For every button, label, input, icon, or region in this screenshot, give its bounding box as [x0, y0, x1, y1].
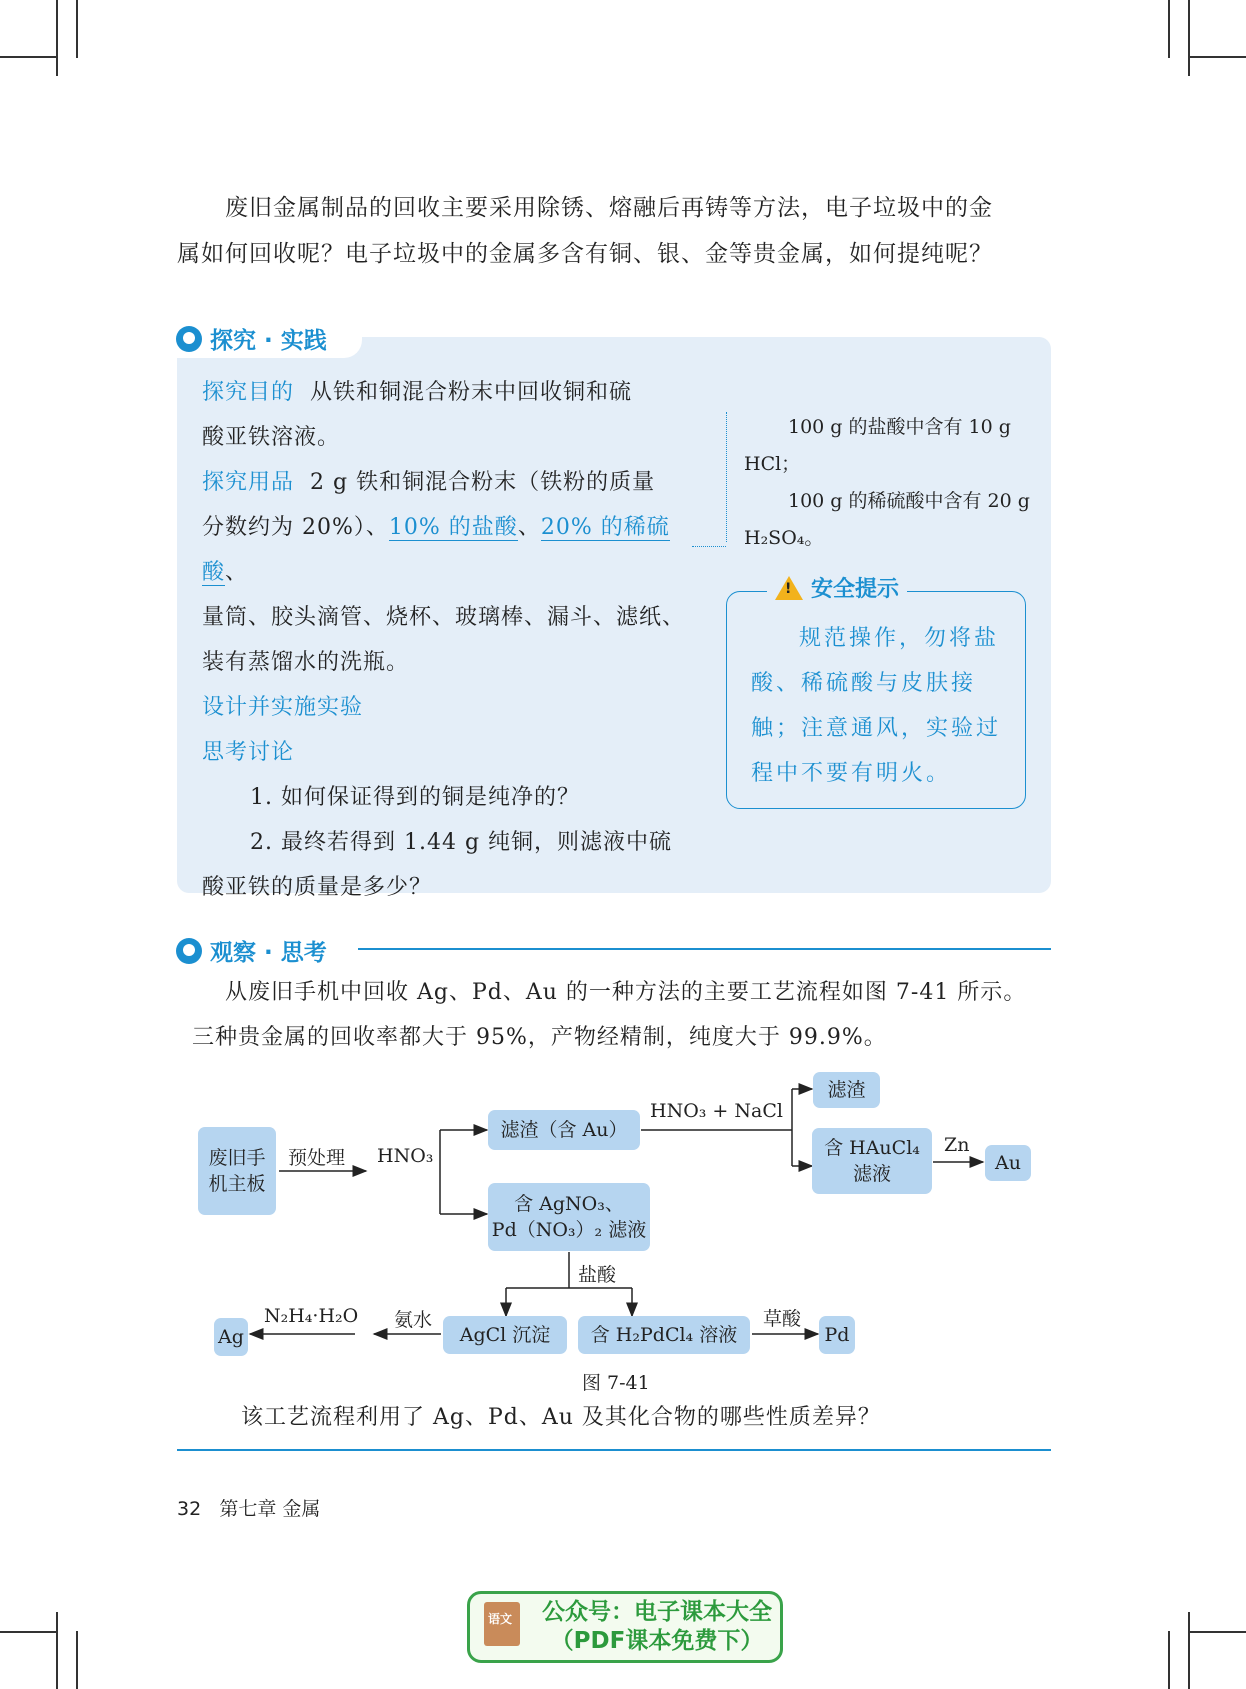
warning-icon: !: [775, 576, 803, 600]
box-filtrate-line2: Pd（NO₃）₂ 滤液: [491, 1219, 647, 1241]
discuss-label: 思考讨论: [202, 740, 295, 765]
label-hydrazine: N₂H₄·H₂O: [264, 1305, 359, 1327]
side-note-1a: 100 g 的盐酸中含有 10 g: [788, 416, 1011, 438]
label-oxalic: 草酸: [763, 1308, 802, 1330]
box-filtrate: [488, 1183, 650, 1251]
box-pd: [819, 1316, 855, 1354]
badge-text: [542, 1598, 772, 1656]
box-start: [198, 1127, 276, 1215]
book-icon: [484, 1602, 520, 1646]
explore-title: 探究 · 实践: [210, 328, 327, 354]
materials-text-2a: 分数约为 20%）、: [202, 515, 389, 540]
side-note-1b: HCl；: [744, 453, 801, 475]
box-residue-au-text: 滤渣（含 Au）: [500, 1119, 628, 1141]
page-footer: [177, 1494, 320, 1521]
label-pretreat: 预处理: [288, 1147, 346, 1169]
page-number: 32: [177, 1498, 202, 1520]
box-haucl4: [812, 1128, 932, 1194]
badge-line-2: （PDF课本免费下）: [550, 1628, 764, 1654]
watermark-badge: [467, 1591, 783, 1663]
box-au: [985, 1145, 1031, 1181]
label-hno3-nacl: HNO₃ + NaCl: [650, 1100, 783, 1122]
side-note-2b: H₂SO₄。: [744, 527, 824, 549]
box-haucl4-line2: 滤液: [852, 1163, 891, 1185]
box-agcl-text: AgCl 沉淀: [459, 1324, 551, 1346]
observe-question: 该工艺流程利用了 Ag、Pd、Au 及其化合物的哪些性质差异？: [241, 1405, 881, 1430]
box-agcl: [443, 1316, 567, 1354]
question-2a: 2. 最终若得到 1.44 g 纯铜，则滤液中硫: [250, 830, 673, 855]
intro-line-1: 废旧金属制品的回收主要采用除锈、熔融后再铸等方法，电子垃圾中的金: [225, 195, 993, 221]
box-start-text: 废旧手机主板: [208, 1147, 266, 1195]
label-hno3: HNO₃: [377, 1145, 434, 1167]
box-haucl4-line1: 含 HAuCl₄: [824, 1137, 920, 1159]
box-h2pdcl4: [578, 1316, 750, 1354]
materials-text-1: 2 g 铁和铜混合粉末（铁粉的质量: [310, 470, 656, 495]
figure-caption: 图 7-41: [582, 1372, 650, 1394]
safety-title: 安全提示: [811, 577, 900, 602]
h2so4-link[interactable]: 20% 的稀硫酸: [202, 515, 670, 585]
box-residue-au: [488, 1110, 640, 1150]
safety-text: 规范操作，勿将盐酸、稀硫酸与皮肤接触；注意通风，实验过程中不要有明火。: [751, 626, 1002, 786]
materials-text-4: 装有蒸馏水的洗瓶。: [202, 650, 410, 675]
hcl-link[interactable]: 10% 的盐酸: [388, 515, 518, 540]
design-label: 设计并实施实验: [202, 695, 364, 720]
observe-para-1: 从废旧手机中回收 Ag、Pd、Au 的一种方法的主要工艺流程如图 7-41 所示。: [225, 980, 1027, 1005]
observe-title: 观察 · 思考: [210, 940, 327, 966]
materials-label: 探究用品: [202, 470, 295, 495]
box-residue-text: 滤渣: [827, 1079, 866, 1101]
box-ag: [214, 1318, 248, 1356]
intro-line-2: 属如何回收呢？电子垃圾中的金属多含有铜、银、金等贵金属，如何提纯呢？: [177, 241, 993, 267]
chapter-title: 第七章 金属: [219, 1498, 321, 1520]
box-filtrate-line1: 含 AgNO₃、: [514, 1193, 624, 1215]
materials-text-3: 量筒、胶头滴管、烧杯、玻璃棒、漏斗、滤纸、: [202, 605, 686, 630]
section-divider: [177, 1449, 1051, 1451]
materials-sep: 、: [517, 515, 541, 540]
book-icon-label: 语文: [488, 1612, 513, 1626]
question-2b: 酸亚铁的质量是多少？: [202, 875, 433, 900]
purpose-label: 探究目的: [202, 380, 295, 405]
label-ammonia: 氨水: [394, 1309, 433, 1331]
side-note-2a: 100 g 的稀硫酸中含有 20 g: [788, 490, 1030, 512]
label-hcl: 盐酸: [578, 1264, 617, 1286]
purpose-text-2: 酸亚铁溶液。: [202, 425, 341, 450]
box-residue: [813, 1072, 880, 1108]
box-pd-text: Pd: [824, 1324, 850, 1346]
box-au-text: Au: [995, 1152, 1021, 1174]
observe-para-2: 三种贵金属的回收率都大于 95%，产物经精制，纯度大于 99.9%。: [192, 1025, 887, 1050]
materials-text-2b: 、: [225, 560, 249, 585]
purpose-text: 从铁和铜混合粉末中回收铜和硫: [310, 380, 633, 405]
box-ag-text: Ag: [218, 1326, 244, 1348]
box-h2pdcl4-text: 含 H₂PdCl₄ 溶液: [590, 1324, 738, 1346]
question-1: 1. 如何保证得到的铜是纯净的？: [250, 785, 580, 810]
badge-line-1: 公众号：电子课本大全: [542, 1599, 772, 1625]
label-zn: Zn: [944, 1134, 970, 1156]
